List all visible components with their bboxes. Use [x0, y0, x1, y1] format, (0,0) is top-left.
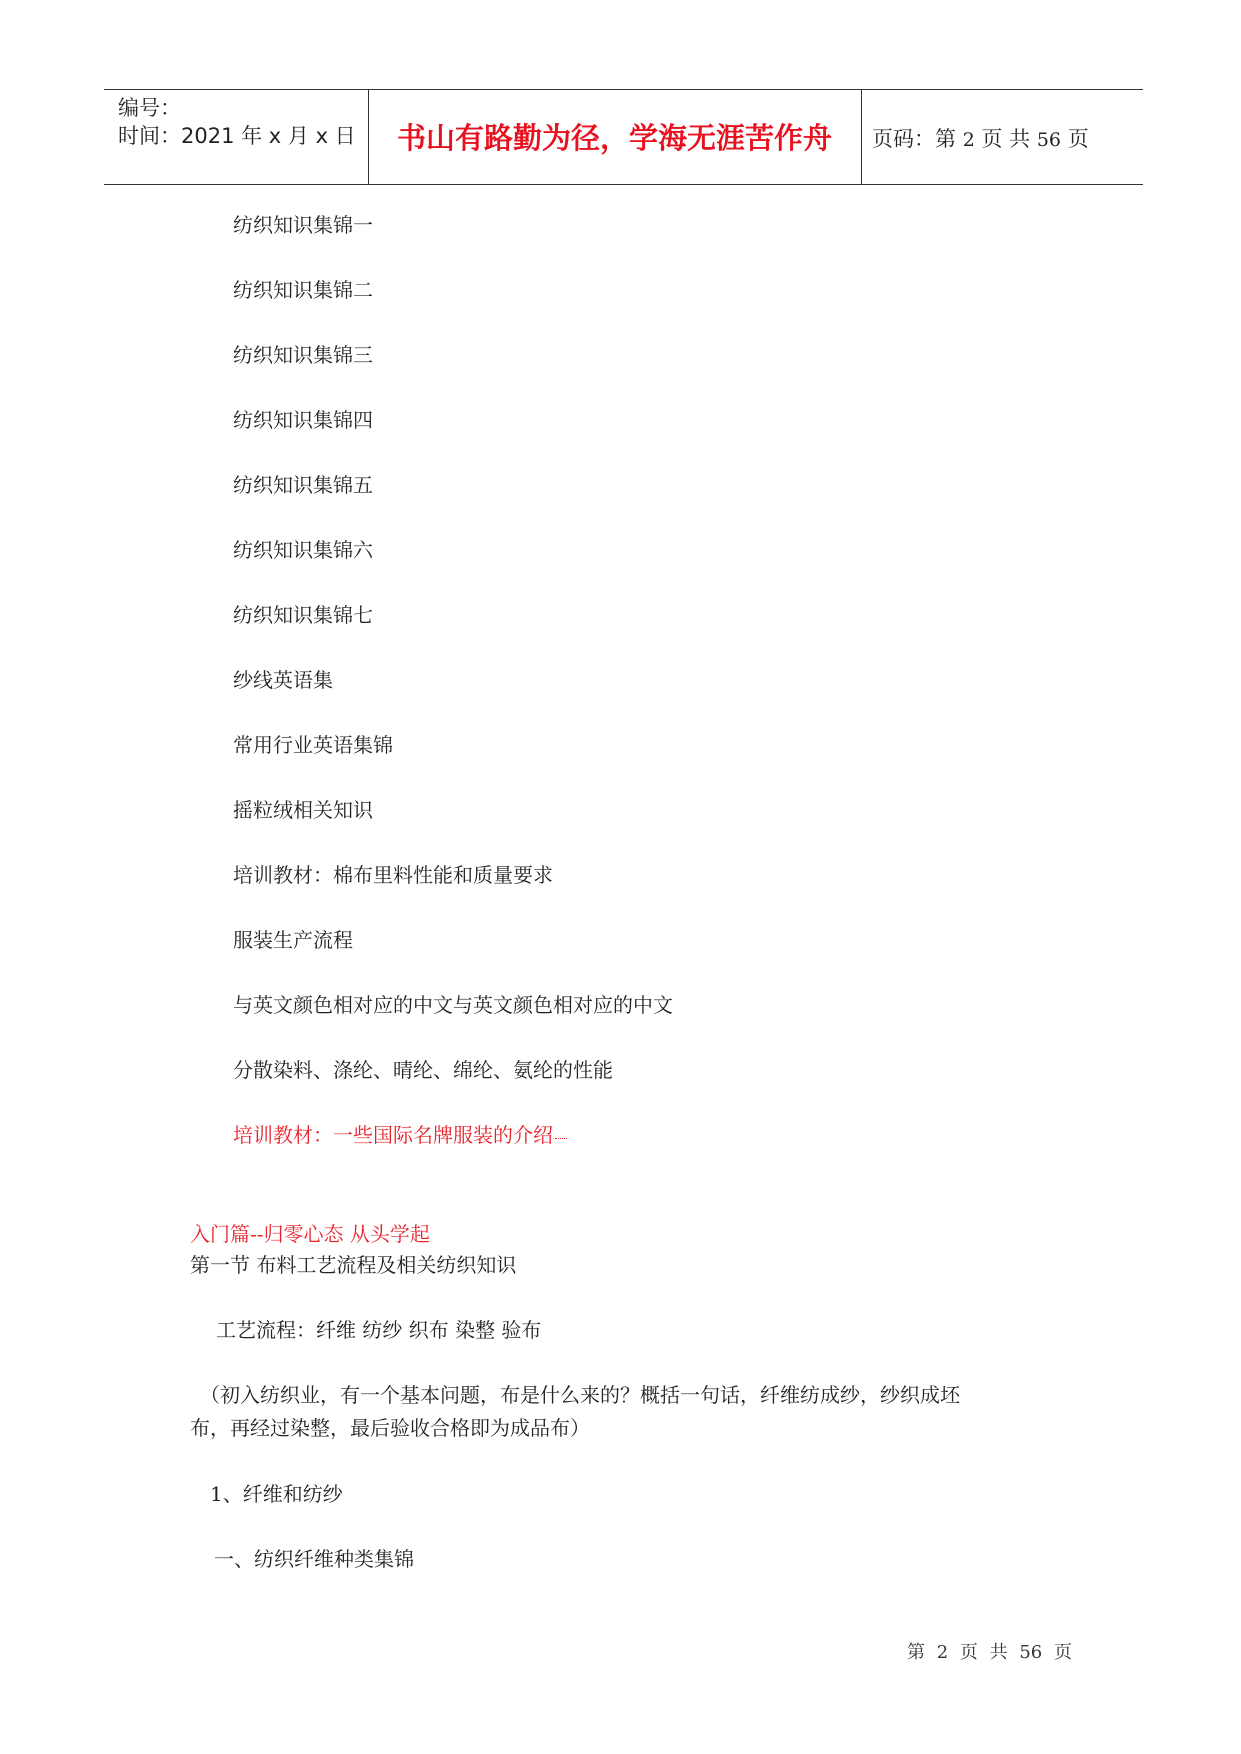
- toc-link[interactable]: 纺织知识集锦六: [233, 538, 373, 562]
- link-underline: [555, 1138, 567, 1139]
- toc-link[interactable]: 培训教材：棉布里料性能和质量要求: [233, 863, 553, 887]
- page-suffix: 页: [1067, 127, 1089, 151]
- toc-link[interactable]: 纺织知识集锦七: [233, 603, 373, 627]
- page-total: 56: [1036, 129, 1062, 151]
- paragraph-line: 布，再经过染整，最后验收合格即为成品布）: [190, 1416, 590, 1440]
- header-divider: [861, 90, 862, 184]
- page-mid: 页 共: [981, 127, 1031, 151]
- toc-link[interactable]: 纱线英语集: [233, 668, 333, 692]
- number-label: 编号：: [118, 96, 181, 120]
- toc-link[interactable]: 纺织知识集锦一: [233, 213, 373, 237]
- page-number: 2: [962, 129, 975, 151]
- toc-link[interactable]: 纺织知识集锦二: [233, 278, 373, 302]
- toc-link[interactable]: 摇粒绒相关知识: [233, 798, 373, 822]
- toc-link-active[interactable]: [233, 1122, 567, 1148]
- page-prefix: 页码：第: [872, 127, 956, 151]
- page-header: [104, 89, 1143, 185]
- header-page-indicator: [872, 123, 1089, 153]
- toc-link[interactable]: 常用行业英语集锦: [233, 733, 393, 757]
- toc-link[interactable]: 服装生产流程: [233, 928, 353, 952]
- section-title: 第一节 布料工艺流程及相关纺织知识: [190, 1253, 517, 1277]
- toc-link-label: 培训教材：一些国际名牌服装的介绍: [233, 1123, 553, 1147]
- list-item: 1、纤维和纺纱: [210, 1482, 343, 1506]
- header-motto: 书山有路勤为径，学海无涯苦作舟: [396, 121, 832, 155]
- header-meta: [118, 94, 356, 150]
- toc-link[interactable]: 纺织知识集锦三: [233, 343, 373, 367]
- chapter-title: 入门篇--归零心态 从头学起: [190, 1222, 430, 1246]
- list-item: 一、纺织纤维种类集锦: [214, 1547, 414, 1571]
- toc-link[interactable]: 与英文颜色相对应的中文与英文颜色相对应的中文: [233, 993, 673, 1017]
- process-line: 工艺流程：纤维 纺纱 织布 染整 验布: [216, 1318, 542, 1342]
- page-footer: 第 2 页 共 56 页: [907, 1642, 1072, 1663]
- time-label: 时间：2021 年 x 月 x 日: [118, 124, 356, 148]
- toc-link[interactable]: 分散染料、涤纶、晴纶、绵纶、氨纶的性能: [233, 1058, 613, 1082]
- paragraph-line: （初入纺织业，有一个基本问题，布是什么来的？概括一句话，纤维纺成纱，纱织成坯: [200, 1383, 960, 1407]
- toc-link[interactable]: 纺织知识集锦五: [233, 473, 373, 497]
- toc-link[interactable]: 纺织知识集锦四: [233, 408, 373, 432]
